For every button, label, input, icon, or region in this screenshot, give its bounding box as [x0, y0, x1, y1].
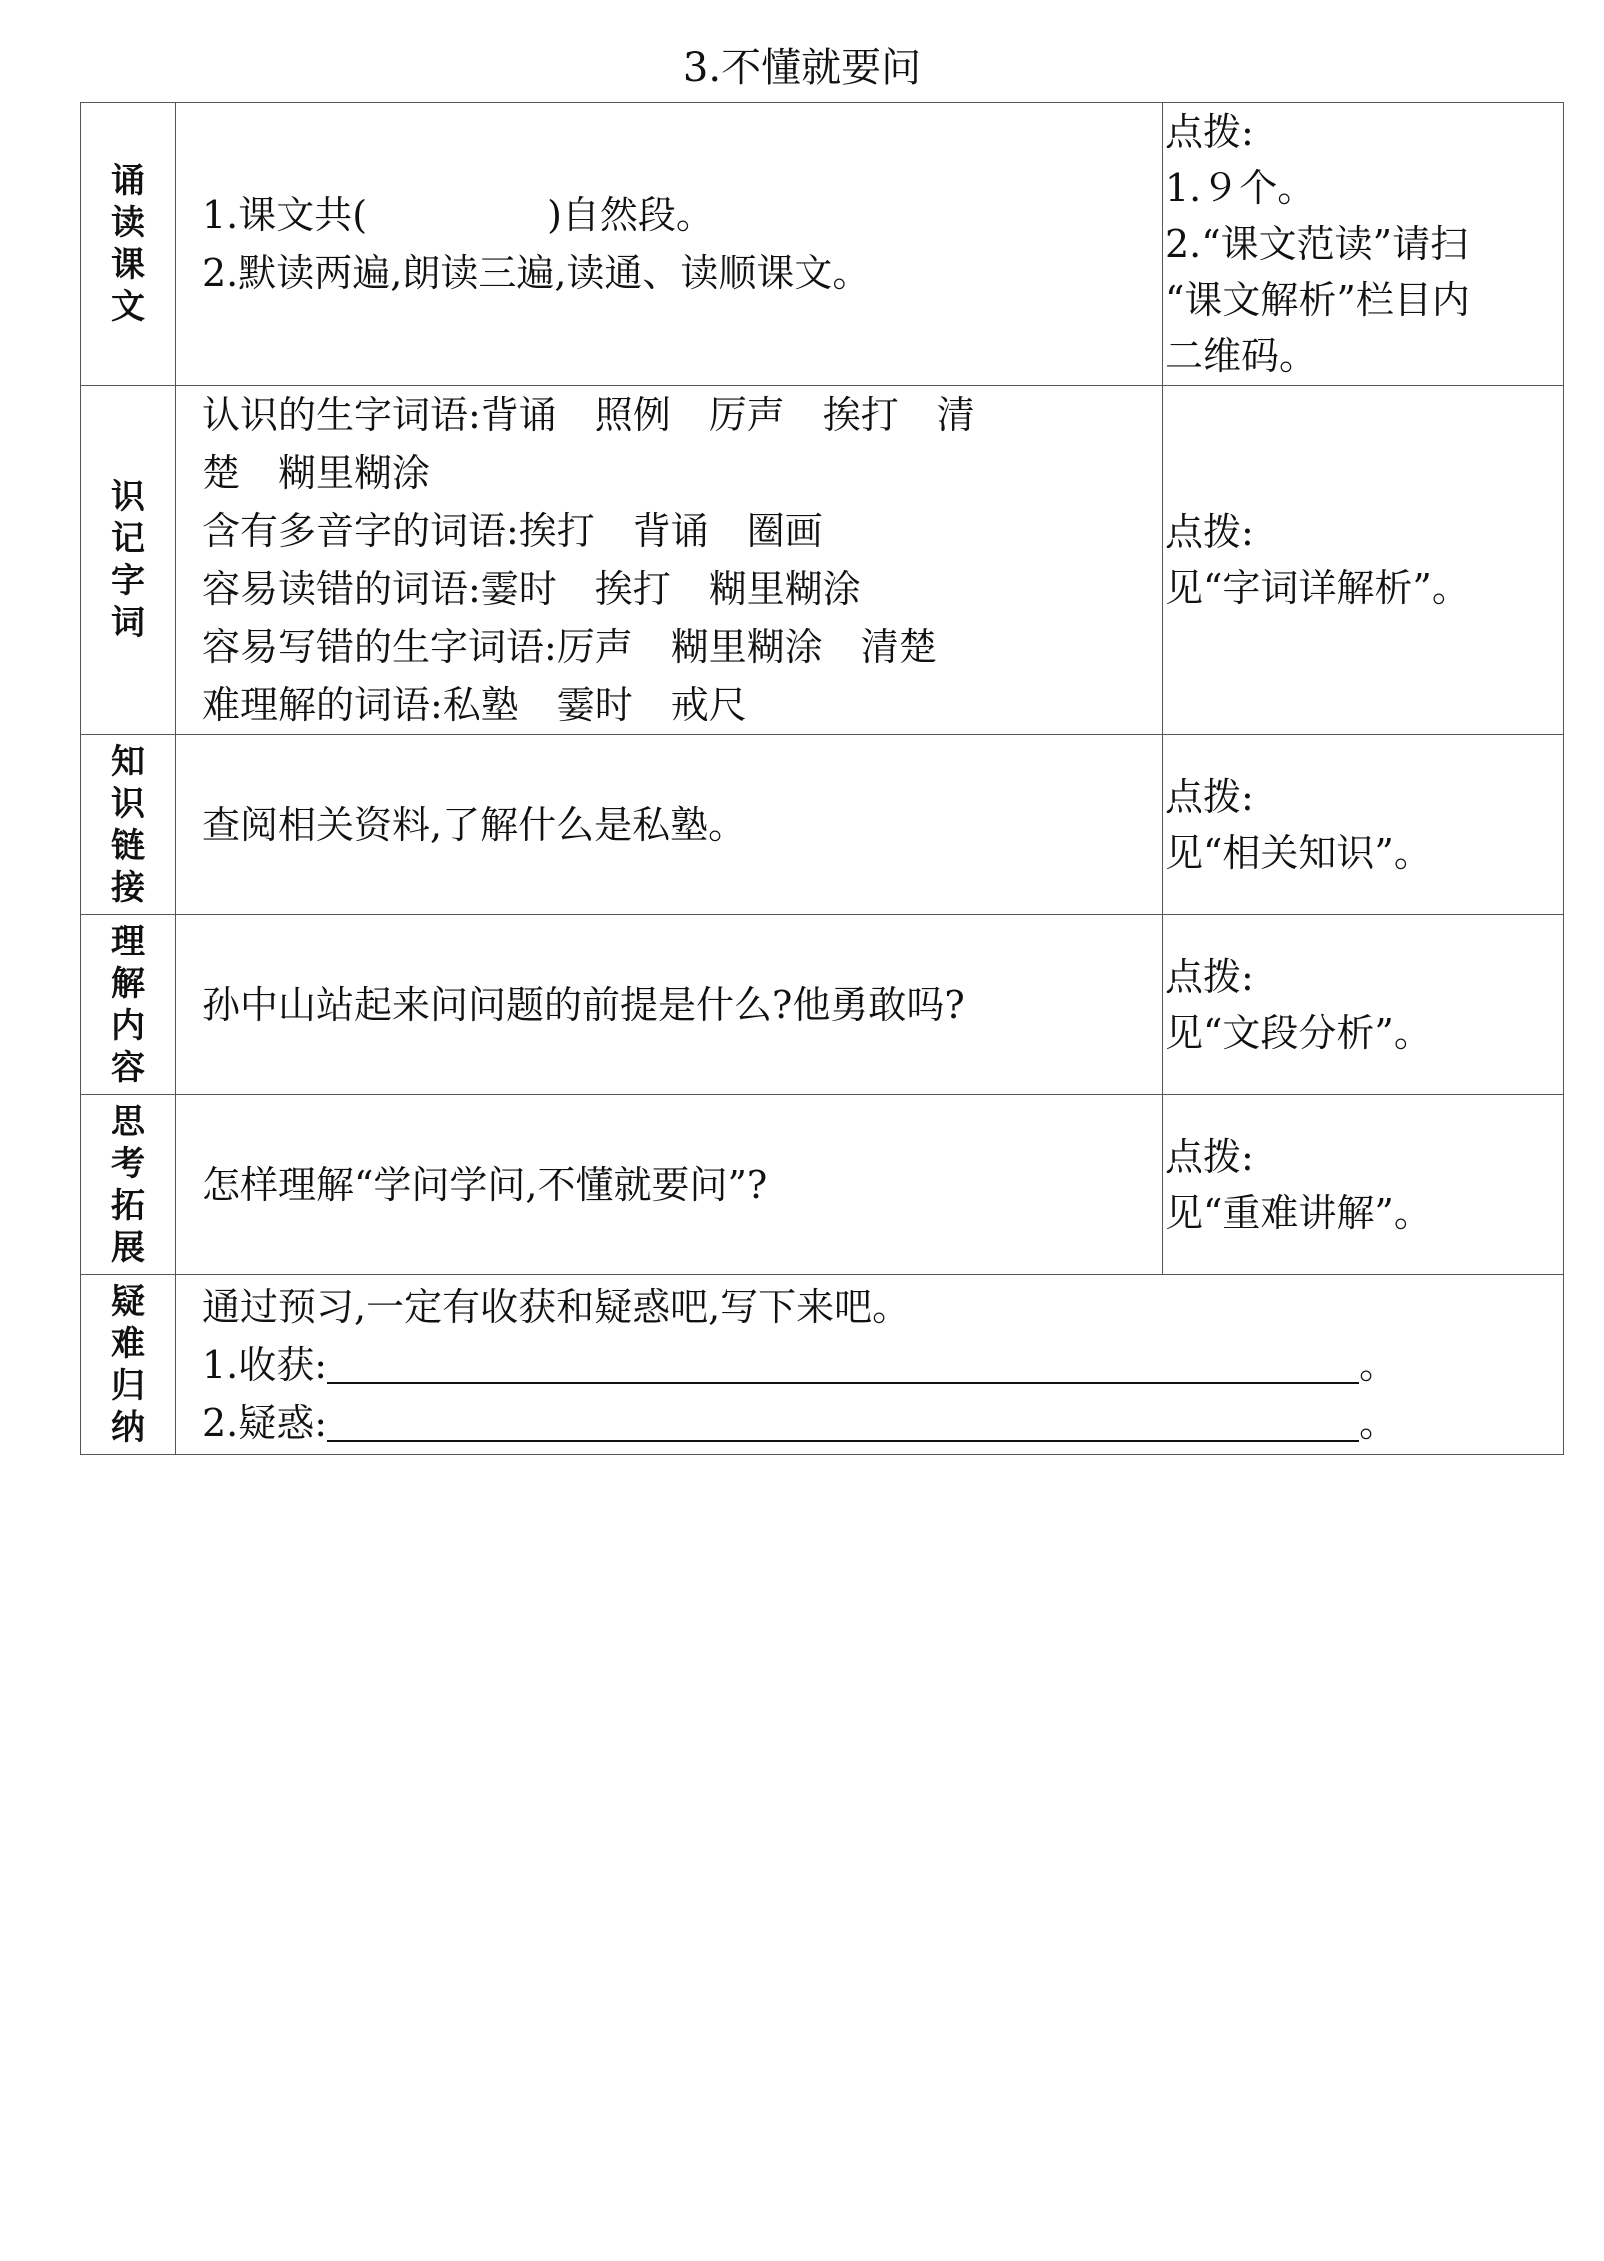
content-line: 认识的生字词语:背诵 照例 厉声 挨打 清 — [202, 393, 975, 437]
label-char: 识 — [111, 783, 145, 824]
label-char: 展 — [111, 1227, 145, 1268]
row-tip-reading — [1163, 103, 1564, 386]
tip-line: 点拨: — [1165, 110, 1254, 154]
row-label-summary — [81, 1275, 176, 1455]
content-line: 怎样理解“学问学问,不懂就要问”? — [202, 1162, 768, 1207]
content-line — [202, 1336, 1553, 1394]
row-label-understanding — [81, 915, 176, 1095]
tip-line: 1.９个。 — [1165, 166, 1316, 210]
label-char: 难 — [111, 1323, 145, 1364]
paragraph-count-prompt: 1.课文共( — [202, 193, 368, 237]
doubts-answer-line[interactable] — [327, 1400, 1359, 1442]
tip-line: 见“相关知识”。 — [1165, 830, 1432, 875]
label-char: 字 — [111, 561, 145, 601]
row-content-reading — [176, 103, 1163, 386]
worksheet-row-understanding — [81, 915, 1564, 1095]
paragraph-count-suffix: )自然段。 — [547, 193, 714, 237]
label-char: 词 — [111, 603, 145, 643]
gains-label: 1.收获: — [202, 1342, 328, 1387]
content-line: 孙中山站起来问问题的前提是什么?他勇敢吗? — [202, 982, 965, 1027]
tip-line: 见“文段分析”。 — [1165, 1010, 1432, 1055]
label-char: 纳 — [111, 1407, 145, 1448]
row-tip-extension — [1163, 1095, 1564, 1275]
row-content-knowledge — [176, 735, 1163, 915]
worksheet-row-vocabulary — [81, 386, 1564, 735]
page-title: 3.不懂就要问 — [682, 45, 922, 91]
label-char: 课 — [111, 245, 145, 285]
gains-answer-line[interactable] — [327, 1342, 1359, 1384]
content-line: 查阅相关资料,了解什么是私塾。 — [202, 802, 747, 847]
tip-line: 2.“课文范读”请扫 — [1165, 222, 1469, 266]
tip-line: 二维码。 — [1165, 334, 1318, 378]
label-char: 文 — [111, 287, 145, 327]
label-char: 思 — [111, 1101, 145, 1142]
tip-line: 点拨: — [1165, 954, 1254, 999]
content-line — [202, 1394, 1553, 1452]
tip-line: 见“字词详解析”。 — [1165, 566, 1470, 610]
doubts-label: 2.疑惑: — [202, 1400, 328, 1445]
content-line: 通过预习,一定有收获和疑惑吧,写下来吧。 — [202, 1284, 911, 1329]
tip-line: 点拨: — [1165, 774, 1254, 819]
content-line: 2.默读两遍,朗读三遍,读通、读顺课文。 — [202, 251, 871, 295]
row-content-vocabulary — [176, 386, 1163, 735]
label-char: 识 — [111, 477, 145, 517]
label-char: 记 — [111, 519, 145, 559]
row-content-understanding — [176, 915, 1163, 1095]
worksheet-row-knowledge — [81, 735, 1564, 915]
tip-line: “课文解析”栏目内 — [1165, 278, 1470, 322]
label-char: 容 — [111, 1047, 145, 1088]
content-line: 难理解的词语:私塾 霎时 戒尺 — [202, 683, 747, 727]
label-char: 拓 — [111, 1185, 145, 1226]
tip-line: 点拨: — [1165, 510, 1254, 554]
label-char: 考 — [111, 1143, 145, 1184]
label-char: 理 — [111, 921, 145, 962]
row-tip-knowledge — [1163, 735, 1564, 915]
label-char: 知 — [111, 741, 145, 782]
worksheet-row-extension — [81, 1095, 1564, 1275]
label-char: 链 — [111, 825, 145, 866]
tip-line: 见“重难讲解”。 — [1165, 1190, 1432, 1235]
row-tip-understanding — [1163, 915, 1564, 1095]
line-end-mark: 。 — [1359, 1400, 1398, 1445]
label-char: 诵 — [111, 161, 145, 201]
line-end-mark: 。 — [1359, 1342, 1398, 1387]
content-line: 楚 糊里糊涂 — [202, 451, 431, 495]
row-label-reading — [81, 103, 176, 386]
row-label-extension — [81, 1095, 176, 1275]
preview-worksheet-table — [80, 102, 1564, 1455]
row-label-knowledge — [81, 735, 176, 915]
label-char: 内 — [111, 1005, 145, 1046]
row-content-summary — [176, 1275, 1564, 1455]
content-line: 含有多音字的词语:挨打 背诵 圈画 — [202, 509, 823, 553]
row-content-extension — [176, 1095, 1163, 1275]
label-char: 接 — [111, 867, 145, 908]
tip-line: 点拨: — [1165, 1134, 1254, 1179]
label-char: 读 — [111, 203, 145, 243]
label-char: 归 — [111, 1365, 145, 1406]
content-line — [202, 186, 1152, 244]
worksheet-row-reading — [81, 103, 1564, 386]
content-line: 容易写错的生字词语:厉声 糊里糊涂 清楚 — [202, 625, 937, 669]
label-char: 解 — [111, 963, 145, 1004]
content-line: 容易读错的词语:霎时 挨打 糊里糊涂 — [202, 567, 861, 611]
row-label-vocabulary — [81, 386, 176, 735]
row-tip-vocabulary — [1163, 386, 1564, 735]
worksheet-row-summary — [81, 1275, 1564, 1455]
label-char: 疑 — [111, 1281, 145, 1322]
